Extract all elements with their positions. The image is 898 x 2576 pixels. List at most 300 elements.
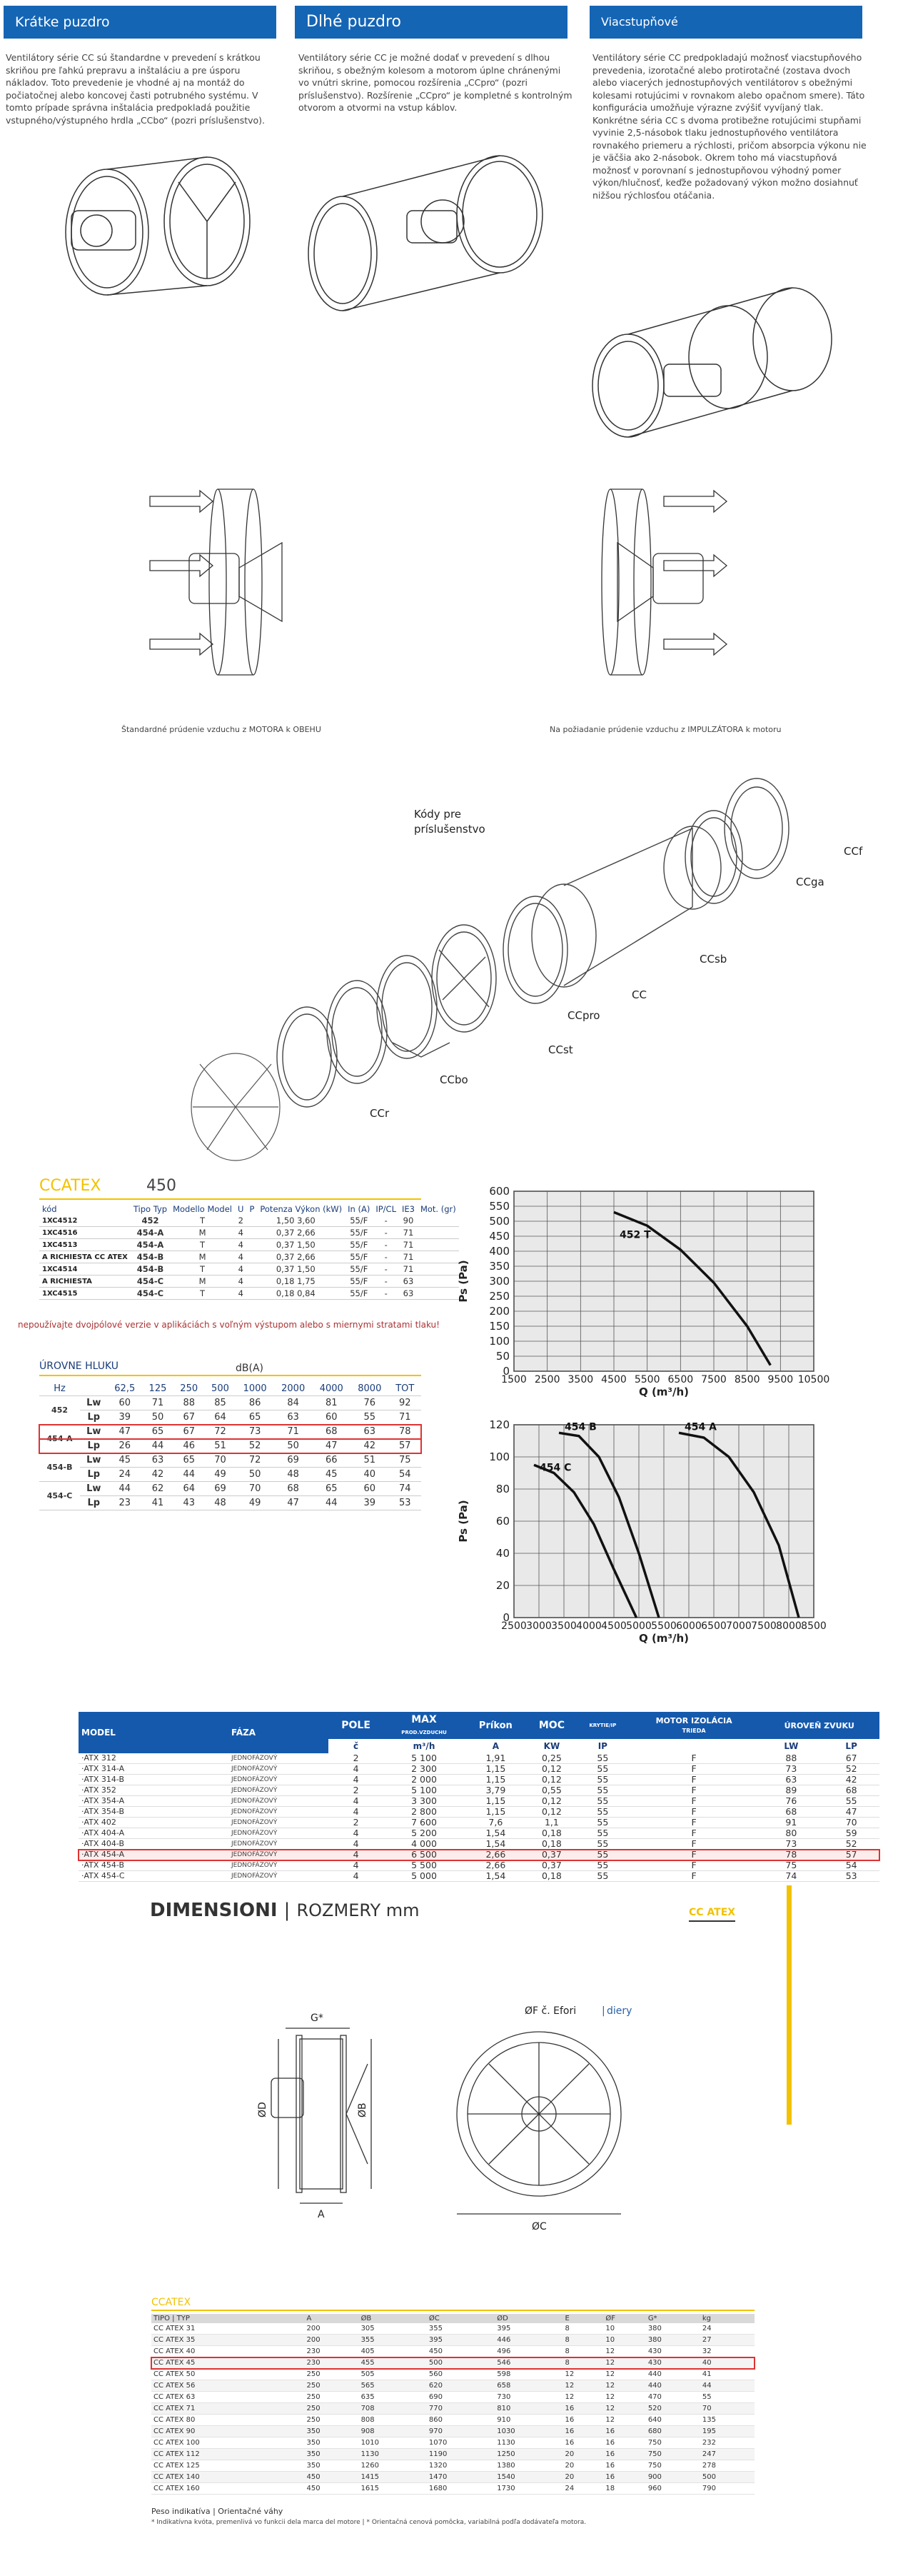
cell-code: 1XC4514 xyxy=(42,1265,78,1273)
spec-table xyxy=(39,1203,459,1300)
model-cell: 42 xyxy=(823,1775,879,1785)
noise-value: 49 xyxy=(205,1468,236,1482)
cell-mot: 71 xyxy=(403,1264,414,1274)
model-cell: 0,12 xyxy=(527,1796,577,1807)
model-cell: 0,25 xyxy=(527,1753,577,1764)
model-cell: 5 100 xyxy=(383,1785,465,1796)
dim-cell: 350 xyxy=(305,2449,359,2460)
noise-group: 454-B xyxy=(39,1453,80,1482)
th: 125 xyxy=(142,1382,173,1396)
flow-diagram-standard xyxy=(146,475,332,689)
model-cell: 0,12 xyxy=(527,1775,577,1785)
dim-cell: 40 xyxy=(700,2357,755,2369)
dim-cell: 496 xyxy=(495,2346,562,2357)
model-cell: 4 xyxy=(328,1764,383,1775)
label-cc: CC xyxy=(632,988,647,1001)
th: TIPO | TYP xyxy=(151,2314,305,2323)
y-tick-label: 600 xyxy=(489,1185,510,1198)
dim-cell: 560 xyxy=(427,2369,495,2380)
noise-unit: dB(A) xyxy=(236,1363,263,1374)
noise-row xyxy=(39,1496,421,1510)
models-table xyxy=(79,1712,879,1882)
noise-value: 23 xyxy=(107,1496,142,1510)
model-cell: F xyxy=(629,1871,760,1882)
model-cell: 1,54 xyxy=(465,1839,527,1850)
noise-value: 84 xyxy=(274,1396,313,1410)
dim-cell: 355 xyxy=(427,2323,495,2335)
model-row xyxy=(79,1775,879,1785)
dimension-drawing xyxy=(257,2000,714,2242)
dim-cell: 12 xyxy=(563,2380,604,2392)
model-cell: 0,55 xyxy=(527,1785,577,1796)
noise-value: 63 xyxy=(350,1425,389,1439)
th: In (A) xyxy=(348,1204,370,1214)
th: 8000 xyxy=(350,1382,389,1396)
th: TOT xyxy=(389,1382,421,1396)
noise-value: 48 xyxy=(274,1468,313,1482)
th: G* xyxy=(646,2314,700,2323)
cell-typ: 454-B xyxy=(136,1264,164,1274)
dim-cell: 440 xyxy=(646,2369,700,2380)
label-ccbo: CCbo xyxy=(440,1073,468,1086)
noise-value: 46 xyxy=(173,1439,205,1453)
cell-p: 4 xyxy=(238,1240,243,1250)
label-ccr: CCr xyxy=(370,1107,390,1120)
dims-footnote-2: * Indikatívna kvóta, premenlivá vo funkcii dela marca del motore | * Orientačná cenová pomôcka, variabilná podľa dodávateľa motora. xyxy=(151,2519,587,2526)
model-cell: 4 xyxy=(328,1828,383,1839)
noise-value: 44 xyxy=(312,1496,350,1510)
noise-type: Lw xyxy=(80,1396,107,1410)
dim-cell: 55 xyxy=(700,2392,755,2403)
y-tick-label: 40 xyxy=(495,1547,510,1560)
th: 1000 xyxy=(236,1382,274,1396)
dim-cell: 690 xyxy=(427,2392,495,2403)
model-row xyxy=(79,1753,879,1764)
noise-value: 39 xyxy=(107,1410,142,1425)
dim-row xyxy=(151,2323,755,2335)
model-cell: ·ATX 404-B xyxy=(79,1839,228,1850)
model-row xyxy=(79,1796,879,1807)
dim-cell: 1615 xyxy=(359,2483,427,2495)
dim-cell: 680 xyxy=(646,2426,700,2437)
model-cell: JEDNOFÁZOVÝ xyxy=(228,1764,328,1775)
x-tick-label: 1500 xyxy=(501,1374,527,1385)
model-cell: 55 xyxy=(577,1796,629,1807)
dim-cell: 395 xyxy=(495,2323,562,2335)
model-cell: JEDNOFÁZOVÝ xyxy=(228,1775,328,1785)
dim-cell: 970 xyxy=(427,2426,495,2437)
dim-row xyxy=(151,2437,755,2449)
model-row xyxy=(79,1764,879,1775)
label-ccst: CCst xyxy=(548,1043,573,1056)
model-cell: F xyxy=(629,1828,760,1839)
model-cell: 4 xyxy=(328,1839,383,1850)
th-model: MODEL xyxy=(79,1712,228,1753)
noise-type: Lp xyxy=(80,1439,107,1453)
model-cell: 59 xyxy=(823,1828,879,1839)
dim-cell: 8 xyxy=(563,2323,604,2335)
model-cell: JEDNOFÁZOVÝ xyxy=(228,1807,328,1818)
model-cell: 55 xyxy=(577,1775,629,1785)
model-cell: F xyxy=(629,1850,760,1860)
model-cell: F xyxy=(629,1764,760,1775)
model-cell: 55 xyxy=(577,1807,629,1818)
noise-type: Lw xyxy=(80,1482,107,1496)
model-cell: F xyxy=(629,1753,760,1764)
cell-ipcl: 55/F xyxy=(350,1264,368,1274)
cell-ie3: - xyxy=(384,1228,388,1238)
model-cell: 55 xyxy=(577,1828,629,1839)
model-cell: 55 xyxy=(577,1764,629,1775)
model-cell: 1,54 xyxy=(465,1871,527,1882)
cell-ipcl: 55/F xyxy=(350,1276,368,1286)
noise-value: 64 xyxy=(173,1482,205,1496)
dim-cell: 195 xyxy=(700,2426,755,2437)
model-row xyxy=(79,1785,879,1796)
th: ØF xyxy=(603,2314,645,2323)
x-tick-label: 6000 xyxy=(676,1620,702,1632)
th: 250 xyxy=(173,1382,205,1396)
spec-note: nepoužívajte dvojpólové verzie v aplikáciách s voľným výstupom alebo s miernymi stratami tlaku! xyxy=(18,1320,440,1330)
noise-group: 454-A xyxy=(39,1425,80,1453)
noise-value: 26 xyxy=(107,1439,142,1453)
dim-row xyxy=(151,2335,755,2346)
cell-typ: 454-C xyxy=(136,1276,164,1286)
model-cell: ·ATX 314-B xyxy=(79,1775,228,1785)
svg-text:|: | xyxy=(602,2005,605,2017)
noise-value: 50 xyxy=(274,1439,313,1453)
noise-value: 68 xyxy=(274,1482,313,1496)
noise-value: 44 xyxy=(173,1468,205,1482)
th-poles: POLE xyxy=(328,1712,383,1739)
model-cell: ·ATX 454-C xyxy=(79,1871,228,1882)
spec-row xyxy=(39,1263,459,1276)
model-cell: 55 xyxy=(577,1860,629,1871)
noise-value: 55 xyxy=(350,1410,389,1425)
dim-cell: 770 xyxy=(427,2403,495,2415)
dim-cell: CC ATEX 63 xyxy=(151,2392,305,2403)
dim-cell: CC ATEX 50 xyxy=(151,2369,305,2380)
cell-mot: 90 xyxy=(403,1216,414,1226)
noise-row xyxy=(39,1425,421,1439)
model-cell: 0,12 xyxy=(527,1764,577,1775)
x-tick-label: 8500 xyxy=(801,1620,827,1632)
cell-p: 4 xyxy=(238,1276,243,1286)
dim-cell: CC ATEX 31 xyxy=(151,2323,305,2335)
model-cell: JEDNOFÁZOVÝ xyxy=(228,1796,328,1807)
cell-ipcl: 55/F xyxy=(350,1252,368,1262)
dim-cell: 16 xyxy=(563,2426,604,2437)
dimensions-table xyxy=(151,2314,755,2495)
cell-ipcl: 55/F xyxy=(350,1216,368,1226)
noise-value: 40 xyxy=(350,1468,389,1482)
model-cell: 0,37 xyxy=(527,1850,577,1860)
model-cell: 7,6 xyxy=(465,1818,527,1828)
th: Hz xyxy=(39,1382,80,1396)
dim-label-a: A xyxy=(318,2209,325,2220)
dim-cell: CC ATEX 45 xyxy=(151,2357,305,2369)
noise-row xyxy=(39,1453,421,1468)
model-cell: JEDNOFÁZOVÝ xyxy=(228,1818,328,1828)
dim-cell: 658 xyxy=(495,2380,562,2392)
banner-multistage xyxy=(590,6,862,39)
model-cell: 5 100 xyxy=(383,1753,465,1764)
model-cell: 2 xyxy=(328,1785,383,1796)
dim-cell: 350 xyxy=(305,2437,359,2449)
model-cell: 0,12 xyxy=(527,1807,577,1818)
dim-cell: 470 xyxy=(646,2392,700,2403)
noise-value: 75 xyxy=(389,1453,421,1468)
noise-value: 69 xyxy=(205,1482,236,1496)
model-row xyxy=(79,1828,879,1839)
th-power: MOC xyxy=(527,1712,577,1739)
noise-value: 67 xyxy=(173,1425,205,1439)
spec-size: 450 xyxy=(146,1177,176,1195)
model-cell: F xyxy=(629,1785,760,1796)
noise-value: 62 xyxy=(142,1482,173,1496)
model-cell: 2 800 xyxy=(383,1807,465,1818)
dim-cell: 730 xyxy=(495,2392,562,2403)
cell-code: 1XC4516 xyxy=(42,1228,78,1237)
x-tick-label: 2500 xyxy=(501,1620,527,1632)
noise-value: 65 xyxy=(236,1410,274,1425)
y-tick-label: 100 xyxy=(489,1450,510,1463)
model-cell: 68 xyxy=(759,1807,823,1818)
noise-value: 60 xyxy=(312,1410,350,1425)
dim-cell: 250 xyxy=(305,2403,359,2415)
dim-label-of: ØF č. Efori xyxy=(525,2005,577,2017)
th-insulation xyxy=(629,1712,760,1739)
model-cell: 1,15 xyxy=(465,1807,527,1818)
dim-cell: 200 xyxy=(305,2323,359,2335)
banner-long-housing xyxy=(295,6,567,39)
model-cell: 3,79 xyxy=(465,1785,527,1796)
dim-cell: 12 xyxy=(603,2369,645,2380)
dim-label-od: ØD xyxy=(257,2102,268,2118)
x-tick-label: 5000 xyxy=(626,1620,652,1632)
dim-cell: 350 xyxy=(305,2426,359,2437)
series-label: 454 A xyxy=(685,1421,717,1433)
flow-caption-reverse: Na požiadanie prúdenie vzduchu z IMPULZÁTORA k motoru xyxy=(550,725,782,734)
dim-cell: 8 xyxy=(563,2335,604,2346)
banner-short-housing xyxy=(4,6,276,39)
cell-u: T xyxy=(200,1264,206,1274)
dim-cell: 380 xyxy=(646,2335,700,2346)
dim-cell: 8 xyxy=(563,2357,604,2369)
noise-value: 50 xyxy=(236,1468,274,1482)
accessories-exploded-view xyxy=(228,771,892,1143)
y-tick-label: 0 xyxy=(503,1365,510,1378)
cell-mot: 63 xyxy=(403,1288,414,1298)
intro-text-short: Ventilátory série CC sú štandardne v prevedení s krátkou skriňou pre ľahkú prepravu a inštaláciu a pre úsporu nákladov. Toto prevedenie je vhodné aj na montáž do počiatočnej alebo koncovej časti potrubného systému. V tomto prípade správna inštalácia predpokladá použitie vstupného/výstupného hrdla „CCbo“ (pozri príslušenstvo). xyxy=(6,52,266,126)
dim-cell: 1540 xyxy=(495,2472,562,2483)
series-label: 454 C xyxy=(540,1462,572,1474)
noise-row xyxy=(39,1410,421,1425)
dims-badge: CC ATEX xyxy=(689,1907,735,1922)
model-cell: 2 300 xyxy=(383,1764,465,1775)
dim-cell: 750 xyxy=(646,2460,700,2472)
x-tick-label: 9500 xyxy=(767,1374,794,1385)
model-cell: 89 xyxy=(759,1785,823,1796)
dim-cell: 12 xyxy=(603,2346,645,2357)
x-tick-label: 10500 xyxy=(797,1374,830,1385)
intro-text-multistage: Ventilátory série CC predpokladajú možnosť viacstupňového prevedenia, izorotačné alebo protirotačné (zostava dvoch alebo viacerých jednostupňových ventilátorov s obežnými kolesami rotujúcimi v rovnakom alebo opačnom smere). Táto konfigurácia umožňuje výrazne zvýšiť vyvíjaný tlak. Konkrétne séria CC s dvoma protibežne rotujúcimi stupňami vyvinie 2,5-násobok tlaku jednostupňového ventilátora rovnakého priemeru a rýchlosti, pričom absorpcia výkonu nie je väčšia ako 2-násobok. Okrem toho má viacstupňová možnosť v porovnaní s jednostupňovou výhodný pomer výkon/hlučnosť, keďže požadovaný výkon možno dosiahnuť nižšou rýchlosťou otáčania. xyxy=(592,52,867,201)
x-tick-label: 3500 xyxy=(551,1620,577,1632)
dim-cell: 18 xyxy=(603,2483,645,2495)
dim-cell: 1320 xyxy=(427,2460,495,2472)
model-cell: 68 xyxy=(823,1785,879,1796)
dim-cell: 900 xyxy=(646,2472,700,2483)
dims-footnote-1: Peso indikatíva | Orientačné váhy xyxy=(151,2507,283,2516)
noise-type: Lp xyxy=(80,1496,107,1510)
noise-value: 68 xyxy=(312,1425,350,1439)
fan-short-housing-illustration xyxy=(29,154,286,307)
noise-value: 67 xyxy=(173,1410,205,1425)
th: A xyxy=(305,2314,359,2323)
dim-cell: CC ATEX 90 xyxy=(151,2426,305,2437)
cell-typ: 454-B xyxy=(136,1252,164,1262)
cell-code: 1XC4513 xyxy=(42,1241,78,1249)
dim-cell: 12 xyxy=(563,2392,604,2403)
dim-cell: 16 xyxy=(563,2415,604,2426)
dim-cell: 16 xyxy=(563,2437,604,2449)
dim-cell: 908 xyxy=(359,2426,427,2437)
label-ccf: CCf xyxy=(844,845,863,858)
cell-u: T xyxy=(200,1240,206,1250)
dim-cell: 250 xyxy=(305,2369,359,2380)
model-cell: 88 xyxy=(759,1753,823,1764)
dim-row xyxy=(151,2483,755,2495)
dim-cell: 505 xyxy=(359,2369,427,2380)
cell-kw-in: 0,37 2,66 xyxy=(276,1228,316,1238)
x-tick-label: 3000 xyxy=(526,1620,552,1632)
cell-u: M xyxy=(198,1276,206,1286)
dim-cell: 598 xyxy=(495,2369,562,2380)
dim-cell: 8 xyxy=(563,2346,604,2357)
noise-value: 86 xyxy=(236,1396,274,1410)
dim-cell: 430 xyxy=(646,2346,700,2357)
dim-cell: 12 xyxy=(563,2369,604,2380)
model-cell: JEDNOFÁZOVÝ xyxy=(228,1850,328,1860)
noise-value: 65 xyxy=(173,1453,205,1468)
th-unit: A xyxy=(465,1739,527,1753)
y-tick-label: 250 xyxy=(489,1290,510,1303)
th-insulation-label: MOTOR IZOLÁCIA xyxy=(655,1716,732,1725)
th: Tipo Typ xyxy=(133,1204,168,1214)
dim-cell: 24 xyxy=(563,2483,604,2495)
model-cell: 75 xyxy=(759,1860,823,1871)
dim-cell: CC ATEX 125 xyxy=(151,2460,305,2472)
model-cell: 2,66 xyxy=(465,1860,527,1871)
cell-typ: 454-A xyxy=(136,1240,164,1250)
noise-row xyxy=(39,1482,421,1496)
x-tick-label: 4500 xyxy=(601,1620,627,1632)
model-cell: 78 xyxy=(759,1850,823,1860)
fan-long-housing-illustration xyxy=(300,154,557,318)
dim-cell: 247 xyxy=(700,2449,755,2460)
model-cell: JEDNOFÁZOVÝ xyxy=(228,1753,328,1764)
noise-row xyxy=(39,1396,421,1410)
dim-row xyxy=(151,2403,755,2415)
th-unit: LP xyxy=(823,1739,879,1753)
flow-diagram-reverse xyxy=(546,475,732,689)
noise-value: 45 xyxy=(312,1468,350,1482)
model-row xyxy=(79,1871,879,1882)
dim-cell: 500 xyxy=(427,2357,495,2369)
model-cell: JEDNOFÁZOVÝ xyxy=(228,1839,328,1850)
accessories-title: Kódy pre príslušenstvo xyxy=(414,808,485,836)
th: kg xyxy=(700,2314,755,2323)
noise-value: 24 xyxy=(107,1468,142,1482)
noise-value: 72 xyxy=(236,1453,274,1468)
noise-type: Lp xyxy=(80,1410,107,1425)
model-cell: 0,37 xyxy=(527,1860,577,1871)
model-cell: 67 xyxy=(823,1753,879,1764)
noise-value: 72 xyxy=(205,1425,236,1439)
dim-row xyxy=(151,2380,755,2392)
y-tick-label: 300 xyxy=(489,1275,510,1288)
th-unit: IP xyxy=(577,1739,629,1753)
th-phase: FÁZA xyxy=(228,1712,328,1753)
dim-row xyxy=(151,2472,755,2483)
noise-type: Lw xyxy=(80,1425,107,1439)
x-tick-label: 7500 xyxy=(751,1620,777,1632)
dim-cell: 1470 xyxy=(427,2472,495,2483)
model-cell: 0,18 xyxy=(527,1871,577,1882)
th-unit: č xyxy=(328,1739,383,1753)
dim-cell: 455 xyxy=(359,2357,427,2369)
dims-table-brand: CCATEX xyxy=(151,2297,191,2308)
th-max-sub: PROD.VZDUCHU xyxy=(401,1730,447,1735)
noise-value: 71 xyxy=(142,1396,173,1410)
cell-typ: 452 xyxy=(141,1216,159,1226)
y-axis-label: Ps (Pa) xyxy=(457,1260,470,1303)
th: 62,5 xyxy=(107,1382,142,1396)
noise-value: 52 xyxy=(236,1439,274,1453)
noise-value: 57 xyxy=(389,1439,421,1453)
th-current: Príkon xyxy=(465,1712,527,1739)
model-cell: 74 xyxy=(759,1871,823,1882)
dim-cell: 808 xyxy=(359,2415,427,2426)
model-cell: 63 xyxy=(759,1775,823,1785)
model-cell: 2 000 xyxy=(383,1775,465,1785)
th: P xyxy=(249,1204,255,1214)
intro-text-long: Ventilátory série CC je možné dodať v prevedení s dlhou skriňou, s obežným kolesom a motorom úplne chránenými vo vnútri skrine, pomocou rozšírenia „CCpro“ (pozri príslušenstvo). Rozšírenie „CCpro“ je kompletné s kontrolným otvorom a otvormi na vstup káblov. xyxy=(298,52,572,113)
th-unit: LW xyxy=(759,1739,823,1753)
x-tick-label: 2500 xyxy=(534,1374,560,1385)
th-max-label: MAX xyxy=(411,1714,437,1725)
model-cell: 1,91 xyxy=(465,1753,527,1764)
cell-code: 1XC4515 xyxy=(42,1289,78,1298)
y-tick-label: 60 xyxy=(495,1515,510,1528)
dim-cell: 500 xyxy=(700,2472,755,2483)
dim-cell: 1415 xyxy=(359,2472,427,2483)
model-cell: 4 xyxy=(328,1796,383,1807)
noise-value: 51 xyxy=(350,1453,389,1468)
dim-cell: 450 xyxy=(305,2483,359,2495)
cell-kw-in: 0,37 1,50 xyxy=(276,1240,316,1250)
noise-value: 85 xyxy=(205,1396,236,1410)
dim-cell: 135 xyxy=(700,2415,755,2426)
spec-row xyxy=(39,1239,459,1251)
spec-row xyxy=(39,1276,459,1288)
dim-row xyxy=(151,2449,755,2460)
noise-value: 47 xyxy=(107,1425,142,1439)
noise-value: 44 xyxy=(142,1439,173,1453)
y-tick-label: 500 xyxy=(489,1215,510,1228)
model-cell: JEDNOFÁZOVÝ xyxy=(228,1860,328,1871)
dim-cell: 1010 xyxy=(359,2437,427,2449)
